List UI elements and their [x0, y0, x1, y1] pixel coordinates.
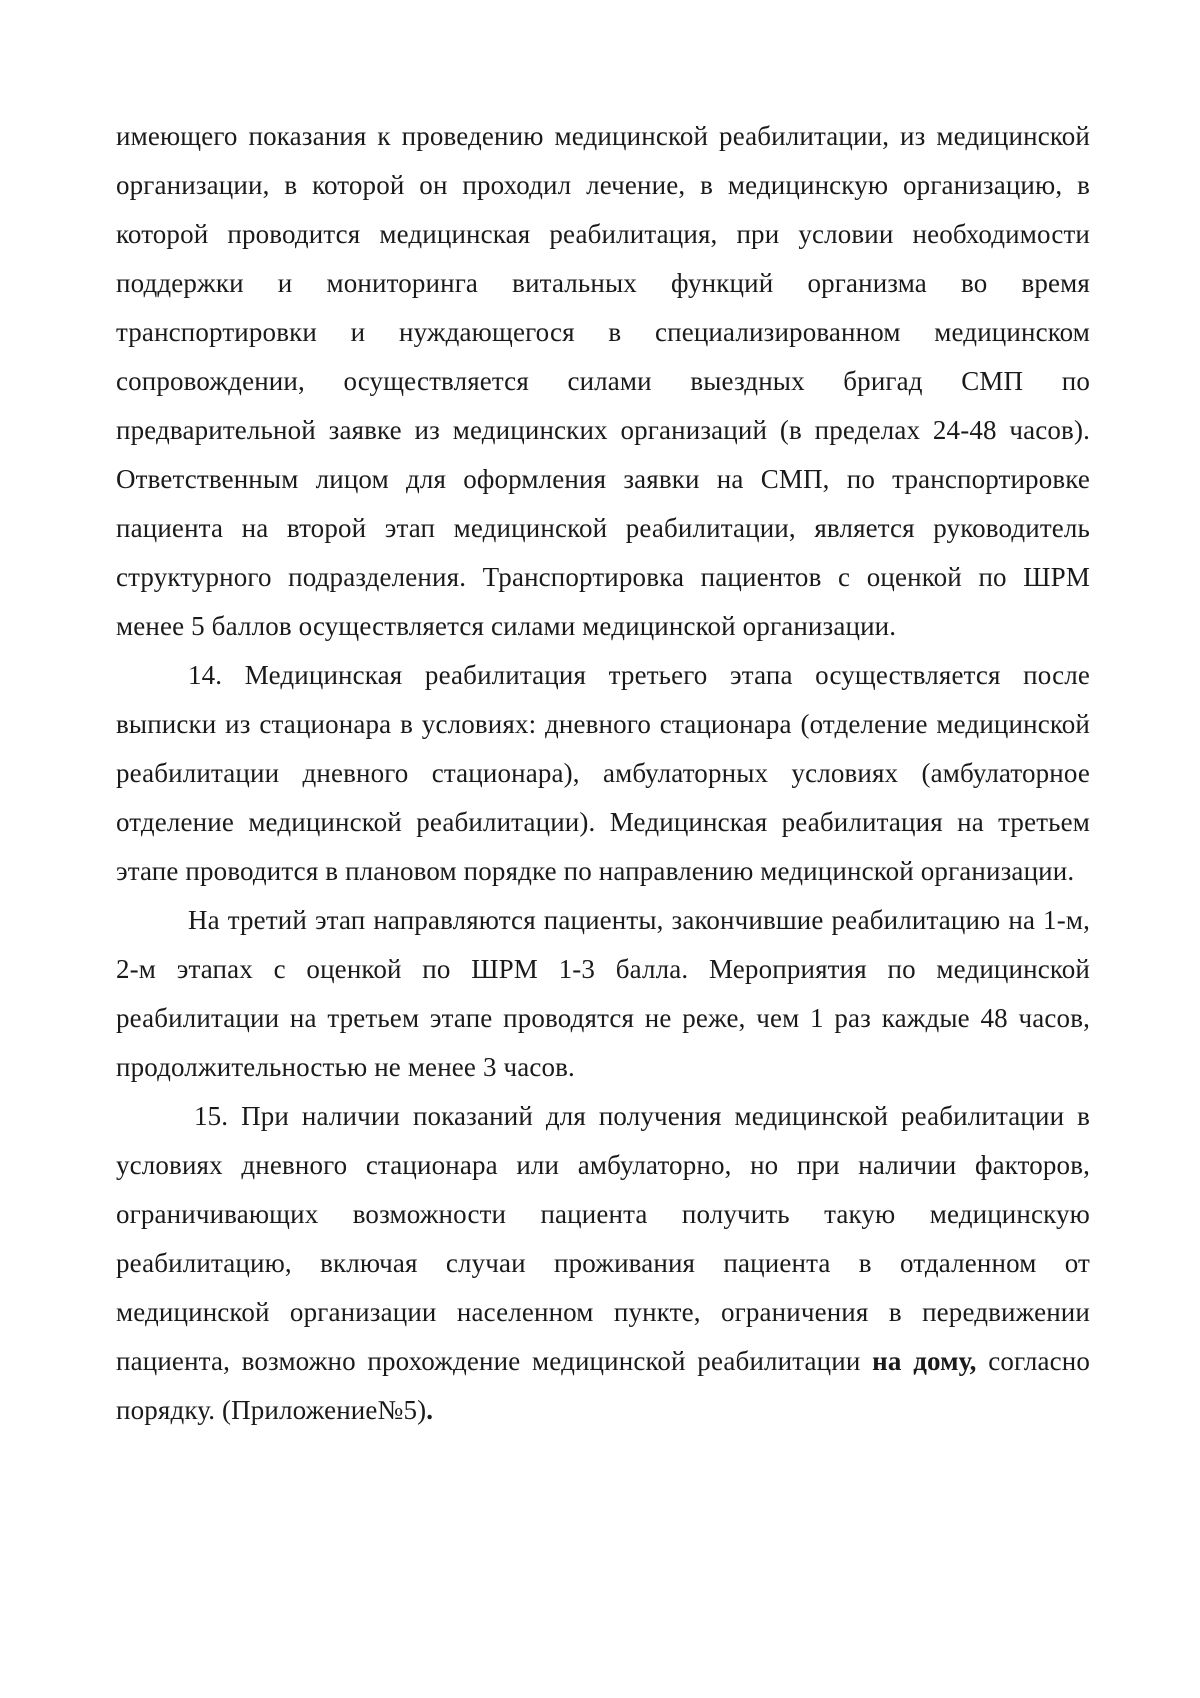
paragraph-text: 15. При наличии показаний для получения медицинской реабилитации в условиях дневного стационара или амбулаторно, но при наличии факторов, ограничивающих возможности пациента получить такую медицинскую реабилитацию, включая случаи проживания пациента в отдаленном от медицинской организации населенном пункте, ограничения в передвижении пациента, возможно прохождение медицинской реабилитации [116, 1101, 1090, 1376]
paragraph-text: имеющего показания к проведению медицинской реабилитации, из медицинской организации, в которой он проходил лечение, в медицинскую организацию, в которой проводится медицинская реабилитация, при условии необходимости поддержки и мониторинга витальных функций организма во время транспортировки и нуждающегося в специализированном медицинском сопровождении, осуществляется силами выездных бригад СМП по предварительной заявке из медицинских организаций (в пределах 24-48 часов). Ответственным лицом для оформления заявки на СМП, по транспортировке пациента на второй этап медицинской реабилитации, является руководитель структурного подразделения. Транспортировка пациентов с оценкой по ШРМ менее 5 баллов осуществляется силами медицинской организации. [116, 121, 1090, 641]
paragraph-text: 14. Медицинская реабилитация третьего этапа осуществляется после выписки из стационара в условиях: дневного стационара (отделение медицинской реабилитации дневного стационара), амбулаторных условиях (амбулаторное отделение медицинской реабилитации). Медицинская реабилитация на третьем этапе проводится в плановом порядке по направлению медицинской организации. [116, 660, 1090, 886]
paragraph-item-14 [116, 651, 1090, 896]
paragraph-text-tail: согласно порядку. (Приложение№5) [116, 1346, 1090, 1425]
paragraph-continuation [116, 112, 1090, 651]
bold-phrase-at-home: на дому, [872, 1346, 977, 1376]
document-body [116, 112, 1090, 1435]
paragraph-item-15 [116, 1092, 1090, 1435]
bold-period: . [426, 1395, 434, 1425]
paragraph-third-stage [116, 896, 1090, 1092]
paragraph-text: На третий этап направляются пациенты, закончившие реабилитацию на 1-м, 2-м этапах с оценкой по ШРМ 1-3 балла. Мероприятия по медицинской реабилитации на третьем этапе проводятся не реже, чем 1 раз каждые 48 часов, продолжительностью не менее 3 часов. [116, 905, 1090, 1082]
